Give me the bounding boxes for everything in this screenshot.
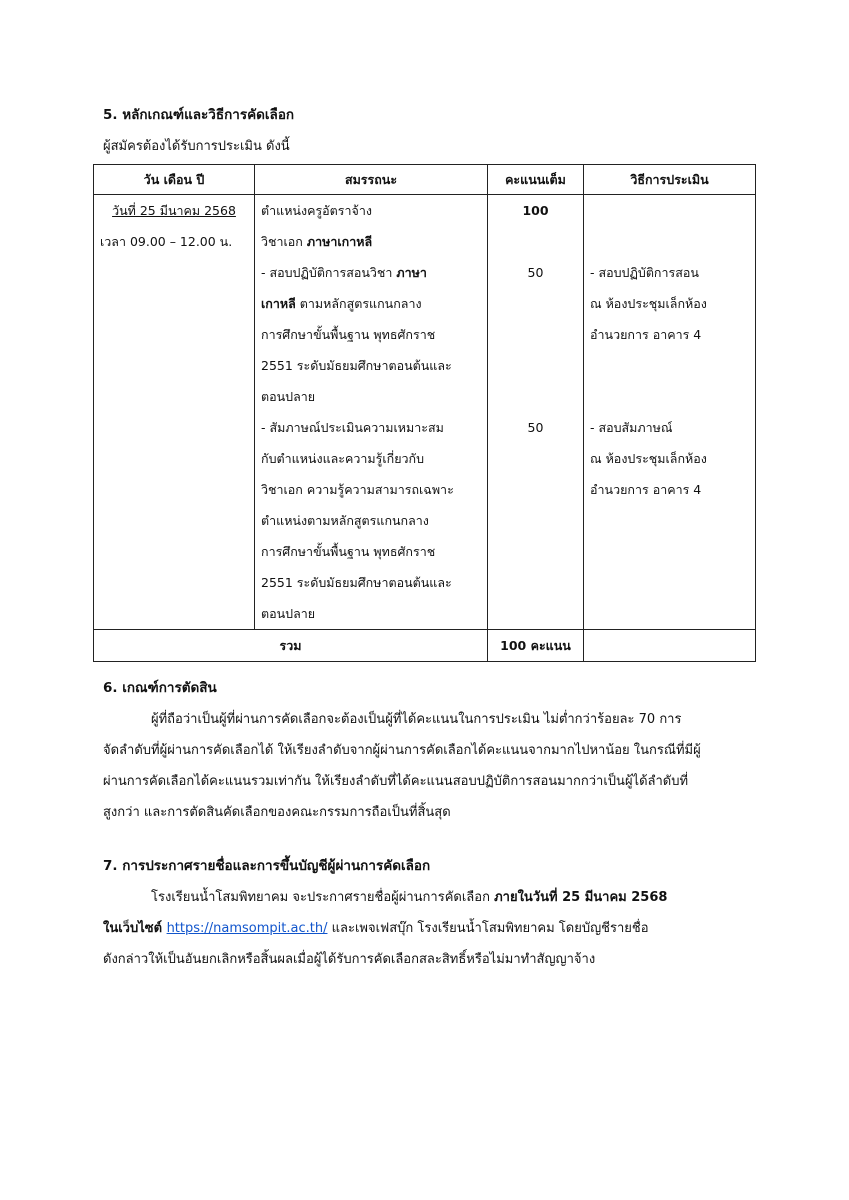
section6-line3: ผ่านการคัดเลือกได้คะแนนรวมเท่ากัน ให้เรียงลำดับที่ได้คะแนนสอบปฏิบัติการสอนมากกว่าเป็นผู้ได้ลำดับที่	[103, 774, 689, 789]
total-score: 100 คะแนน	[488, 630, 584, 662]
section6-line2: จัดลำดับที่ผู้ผ่านการคัดเลือกได้ ให้เรียงลำดับจากผู้ผ่านการคัดเลือกได้คะแนนจากมากไปหาน้อย ในกรณีที่มีผู้	[103, 743, 701, 758]
item1-l1-bold: ภาษา	[396, 265, 427, 280]
item1-l2-rest: ตามหลักสูตรแกนกลาง	[295, 296, 422, 311]
item2-method-l1: - สอบสัมภาษณ์	[590, 420, 673, 435]
section6-heading: 6. เกณฑ์การตัดสิน	[103, 680, 217, 696]
item2-line2: กับตำแหน่งและความรู้เกี่ยวกับ	[261, 451, 425, 466]
position-line: ตำแหน่งครูอัตราจ้าง	[261, 203, 372, 218]
item1-line4: 2551 ระดับมัธยมศึกษาตอนต้นและ	[261, 358, 452, 373]
subject-line	[261, 226, 481, 257]
exam-date: วันที่ 25 มีนาคม 2568	[112, 203, 236, 218]
item1-score: 50	[527, 265, 544, 280]
subject-prefix: วิชาเอก	[261, 234, 307, 249]
section5-intro: ผู้สมัครต้องได้รับการประเมิน ดังนี้	[103, 139, 290, 154]
table-row	[94, 195, 756, 630]
item1-l1-prefix: - สอบปฏิบัติการสอนวิชา	[261, 265, 397, 280]
item1-line3: การศึกษาขั้นพื้นฐาน พุทธศักราช	[261, 327, 436, 342]
section5-heading: 5. หลักเกณฑ์และวิธีการคัดเลือก	[103, 107, 295, 123]
section7-l1-prefix: โรงเรียนน้ำโสมพิทยาคม จะประกาศรายชื่อผู้ผ่านการคัดเลือก	[151, 890, 495, 905]
section6-line4: สูงกว่า และการตัดสินคัดเลือกของคณะกรรมการถือเป็นที่สิ้นสุด	[103, 805, 451, 820]
exam-time: เวลา 09.00 – 12.00 น.	[100, 234, 233, 249]
section7-l2-bold: ในเว็บไซต์	[103, 921, 167, 936]
header-date: วัน เดือน ปี	[94, 165, 255, 195]
section7-l2-rest: และเพจเฟสบุ๊ก โรงเรียนน้ำโสมพิทยาคม โดยบัญชีรายชื่อ	[327, 921, 649, 936]
date-cell	[94, 195, 255, 630]
section7-heading: 7. การประกาศรายชื่อและการขึ้นบัญชีผู้ผ่านการคัดเลือก	[103, 858, 431, 874]
item1-line2	[261, 288, 481, 319]
item2-line5: การศึกษาขั้นพื้นฐาน พุทธศักราช	[261, 544, 436, 559]
header-competency: สมรรถนะ	[255, 165, 488, 195]
full-score: 100	[522, 203, 549, 218]
section7-line3: ดังกล่าวให้เป็นอันยกเลิกหรือสิ้นผลเมื่อผู้ได้รับการคัดเลือกสละสิทธิ์หรือไม่มาทำสัญญาจ้าง	[103, 952, 596, 967]
item2-method-l3: อำนวยการ อาคาร 4	[590, 482, 702, 497]
header-method: วิธีการประเมิน	[584, 165, 756, 195]
criteria-table	[93, 164, 756, 662]
header-full-score: คะแนนเต็ม	[488, 165, 584, 195]
score-cell	[488, 195, 584, 630]
total-row	[94, 630, 756, 662]
item2-method-l2: ณ ห้องประชุมเล็กห้อง	[590, 451, 707, 466]
table-header-row	[94, 165, 756, 195]
item2-line6: 2551 ระดับมัธยมศึกษาตอนต้นและ	[261, 575, 452, 590]
item2-line4: ตำแหน่งตามหลักสูตรแกนกลาง	[261, 513, 429, 528]
section7-l1-bold: ภายในวันที่ 25 มีนาคม 2568	[494, 890, 668, 905]
section7-line2	[103, 913, 763, 944]
item1-method-l3: อำนวยการ อาคาร 4	[590, 327, 702, 342]
total-label: รวม	[94, 630, 488, 662]
item1-method-l2: ณ ห้องประชุมเล็กห้อง	[590, 296, 707, 311]
section6-line1: ผู้ที่ถือว่าเป็นผู้ที่ผ่านการคัดเลือกจะต้องเป็นผู้ที่ได้คะแนนในการประเมิน ไม่ต่ำกว่าร้อยละ 70 การ	[151, 712, 682, 727]
total-method-empty	[584, 630, 756, 662]
website-link[interactable]: https://namsompit.ac.th/	[166, 921, 328, 936]
item2-line7: ตอนปลาย	[261, 606, 316, 621]
item1-line5: ตอนปลาย	[261, 389, 316, 404]
item2-line3: วิชาเอก ความรู้ความสามารถเฉพาะ	[261, 482, 454, 497]
item1-method-l1: - สอบปฏิบัติการสอน	[590, 265, 699, 280]
item2-score: 50	[527, 420, 544, 435]
section7-body	[103, 882, 763, 975]
item1-line1	[261, 257, 481, 288]
method-cell	[584, 195, 756, 630]
section6-body	[103, 704, 763, 828]
subject-name: ภาษาเกาหลี	[306, 234, 373, 249]
item1-l2-bold: เกาหลี	[261, 296, 296, 311]
item2-line1: - สัมภาษณ์ประเมินความเหมาะสม	[261, 420, 444, 435]
competency-cell	[255, 195, 488, 630]
section7-line1	[103, 882, 763, 913]
